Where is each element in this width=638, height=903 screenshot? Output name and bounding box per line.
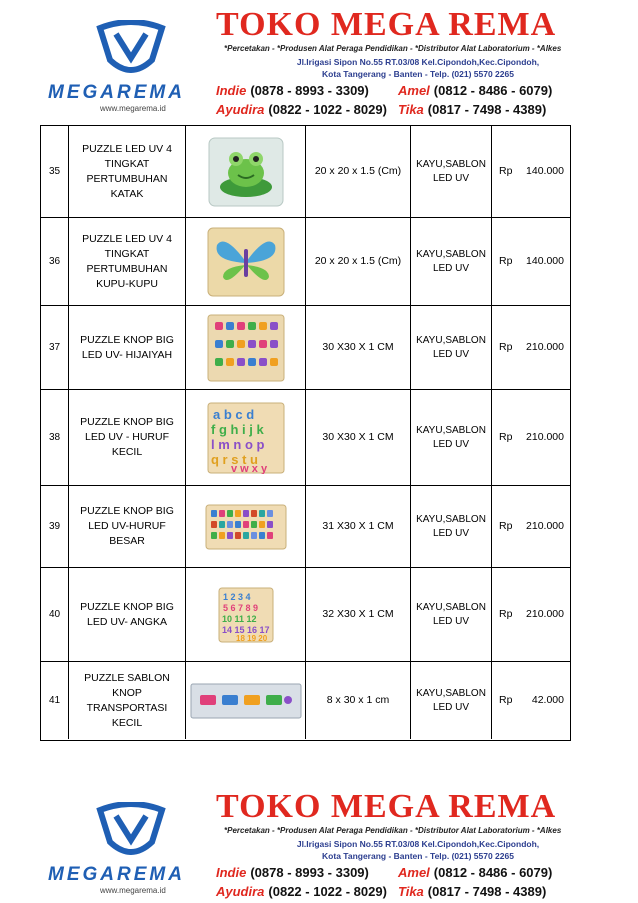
product-material: KAYU,SABLON LED UV — [411, 218, 492, 305]
table-row — [41, 662, 570, 739]
contact-name: Amel — [398, 83, 430, 98]
item-number: 39 — [41, 486, 69, 567]
brand-name: MEGAREMA — [48, 82, 185, 103]
contact-phone: (0812 - 8486 - 6079) — [433, 865, 553, 880]
website: www.megarema.id — [100, 886, 166, 895]
megarema-logo — [48, 792, 216, 895]
item-number: 40 — [41, 568, 69, 661]
product-name: PUZZLE LED UV 4 TINGKAT PERTUMBUHAN KUPU-KUPU — [69, 218, 186, 305]
product-name: PUZZLE KNOP BIG LED UV-HURUF BESAR — [69, 486, 186, 567]
product-name: PUZZLE KNOP BIG LED UV- HIJAIYAH — [69, 306, 186, 389]
product-image-cell — [186, 306, 306, 389]
svg-text:l m n o p: l m n o p — [210, 436, 264, 452]
address-line-2: Kota Tangerang - Banten - Telp. (021) 5570 2265 — [322, 851, 514, 861]
tagline: *Percetakan - *Produsen Alat Peraga Pendidikan - *Distributor Alat Laboratorium - *Alkes — [224, 826, 562, 835]
megarema-logo — [48, 10, 216, 113]
price-value: 210.000 — [526, 431, 564, 443]
butterfly-puzzle-icon — [207, 227, 285, 297]
contact-name: Tika — [398, 884, 424, 899]
product-size: 20 x 20 x 1.5 (Cm) — [306, 218, 411, 305]
product-size: 30 X30 X 1 CM — [306, 390, 411, 485]
product-price — [492, 662, 570, 739]
contacts — [216, 82, 626, 120]
product-table — [40, 125, 571, 741]
product-material: KAYU,SABLON LED UV — [411, 390, 492, 485]
svg-text:f g h i j k: f g h i j k — [210, 421, 264, 437]
table-row — [41, 486, 570, 568]
contact-phone: (0822 - 1022 - 8029) — [268, 102, 387, 117]
price-value: 210.000 — [526, 341, 564, 353]
table-row — [41, 390, 570, 486]
product-size: 8 x 30 x 1 cm — [306, 662, 411, 739]
contact-phone: (0817 - 7498 - 4389) — [427, 884, 547, 899]
item-number: 35 — [41, 126, 69, 217]
currency: Rp — [499, 520, 513, 532]
contact-name: Indie — [216, 83, 247, 98]
lowercase-puzzle-icon — [207, 402, 285, 474]
product-name: PUZZLE KNOP BIG LED UV - HURUF KECIL — [69, 390, 186, 485]
product-image-cell — [186, 390, 306, 485]
tagline: *Percetakan - *Produsen Alat Peraga Pendidikan - *Distributor Alat Laboratorium - *Alkes — [224, 44, 562, 53]
contact-row-1 — [216, 82, 626, 101]
contact-name: Amel — [398, 865, 430, 880]
product-price — [492, 218, 570, 305]
megarema-logo-icon — [94, 802, 168, 860]
price-value: 140.000 — [526, 255, 564, 267]
number-puzzle-icon — [218, 587, 274, 643]
price-value: 210.000 — [526, 608, 564, 620]
hijaiyah-puzzle-icon — [207, 314, 285, 382]
address-line-1: Jl.Irigasi Sipon No.55 RT.03/08 Kel.Cipondoh,Kec.Cipondoh, — [296, 57, 540, 67]
table-row — [41, 568, 570, 662]
svg-text:10 11 12: 10 11 12 — [221, 613, 257, 624]
store-title: TOKO MEGA REMA — [216, 788, 557, 825]
transport-puzzle-icon — [190, 683, 302, 719]
contact-phone: (0878 - 8993 - 3309) — [250, 865, 369, 880]
price-value: 42.000 — [531, 694, 564, 706]
page-header-bottom — [0, 782, 638, 900]
website: www.megarema.id — [100, 104, 166, 113]
product-material: KAYU,SABLON LED UV — [411, 306, 492, 389]
brand-name: MEGAREMA — [48, 864, 185, 885]
contact-name: Ayudira — [216, 102, 265, 117]
price-value: 140.000 — [526, 165, 564, 177]
address-line-1: Jl.Irigasi Sipon No.55 RT.03/08 Kel.Cipondoh,Kec.Cipondoh, — [296, 839, 540, 849]
contact-name: Tika — [398, 102, 424, 117]
currency: Rp — [499, 694, 513, 706]
contact-phone: (0812 - 8486 - 6079) — [433, 83, 553, 98]
contact-name: Indie — [216, 865, 247, 880]
price-value: 210.000 — [526, 520, 564, 532]
table-row — [41, 126, 570, 218]
contact-name: Ayudira — [216, 884, 265, 899]
product-image-cell — [186, 126, 306, 217]
item-number: 36 — [41, 218, 69, 305]
store-title: TOKO MEGA REMA — [216, 6, 557, 43]
contact-row-1 — [216, 864, 626, 883]
svg-text:v w x y: v w x y — [230, 462, 267, 474]
item-number: 38 — [41, 390, 69, 485]
svg-text:a b c d: a b c d — [212, 406, 254, 422]
product-price — [492, 126, 570, 217]
product-size: 20 x 20 x 1.5 (Cm) — [306, 126, 411, 217]
page-header-top — [0, 0, 638, 118]
currency: Rp — [499, 255, 513, 267]
currency: Rp — [499, 341, 513, 353]
address-line-2: Kota Tangerang - Banten - Telp. (021) 5570 2265 — [322, 69, 514, 79]
address — [268, 56, 568, 80]
svg-text:5 6 7 8 9: 5 6 7 8 9 — [222, 602, 258, 613]
contacts — [216, 864, 626, 902]
megarema-logo-icon — [94, 20, 168, 78]
product-name: PUZZLE LED UV 4 TINGKAT PERTUMBUHAN KATAK — [69, 126, 186, 217]
product-image-cell — [186, 218, 306, 305]
product-name: PUZZLE SABLON KNOP TRANSPORTASI KECIL — [69, 662, 186, 739]
currency: Rp — [499, 431, 513, 443]
product-price — [492, 390, 570, 485]
item-number: 41 — [41, 662, 69, 739]
product-material: KAYU,SABLON LED UV — [411, 662, 492, 739]
svg-text:14 15 16 17: 14 15 16 17 — [221, 624, 270, 635]
currency: Rp — [499, 165, 513, 177]
svg-text:18 19 20: 18 19 20 — [235, 633, 267, 643]
svg-text:1 2 3 4: 1 2 3 4 — [222, 591, 251, 602]
contact-phone: (0822 - 1022 - 8029) — [268, 884, 387, 899]
product-name: PUZZLE KNOP BIG LED UV- ANGKA — [69, 568, 186, 661]
product-size: 31 X30 X 1 CM — [306, 486, 411, 567]
svg-text:q r s t u: q r s t u — [210, 451, 258, 467]
product-size: 32 X30 X 1 CM — [306, 568, 411, 661]
product-image-cell — [186, 486, 306, 567]
contact-phone: (0878 - 8993 - 3309) — [250, 83, 369, 98]
product-price — [492, 568, 570, 661]
product-material: KAYU,SABLON LED UV — [411, 126, 492, 217]
product-price — [492, 486, 570, 567]
product-image-cell — [186, 568, 306, 661]
table-row — [41, 306, 570, 390]
product-material: KAYU,SABLON LED UV — [411, 486, 492, 567]
product-size: 30 X30 X 1 CM — [306, 306, 411, 389]
item-number: 37 — [41, 306, 69, 389]
product-image-cell — [186, 662, 306, 739]
contact-phone: (0817 - 7498 - 4389) — [427, 102, 547, 117]
currency: Rp — [499, 608, 513, 620]
table-row — [41, 218, 570, 306]
address — [268, 838, 568, 862]
contact-row-2 — [216, 101, 626, 120]
contact-row-2 — [216, 883, 626, 902]
product-material: KAYU,SABLON LED UV — [411, 568, 492, 661]
frog-puzzle-icon — [208, 137, 284, 207]
product-price — [492, 306, 570, 389]
uppercase-puzzle-icon — [205, 504, 287, 550]
